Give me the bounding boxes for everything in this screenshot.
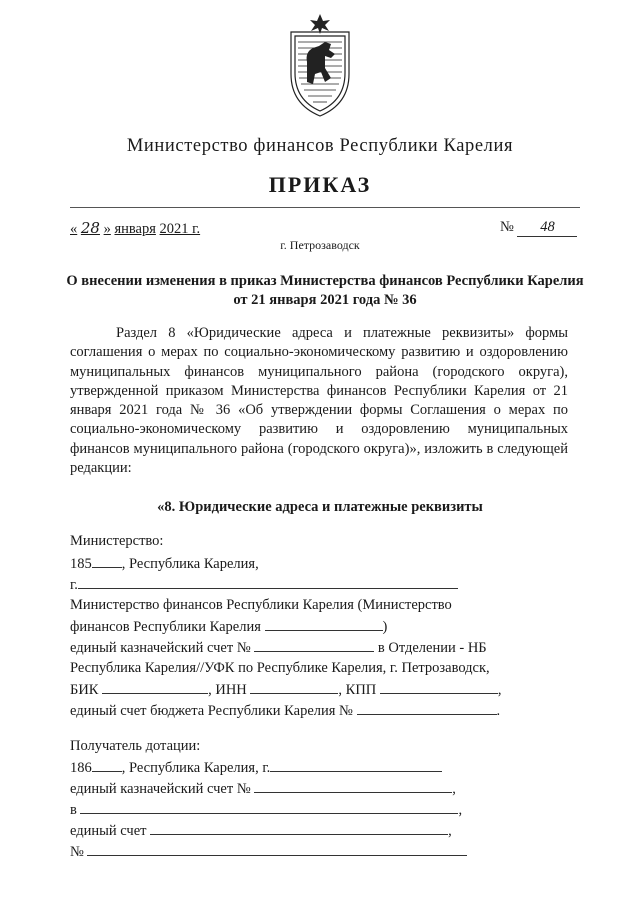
recipient-heading: Получатель дотации:: [70, 738, 201, 754]
recipient-account-comma: ,: [448, 823, 452, 839]
treasury-suffix: в Отделении - НБ: [377, 640, 487, 656]
recipient-number-line: [70, 843, 590, 861]
ministry-name: Министерство финансов Республики Карелия: [126, 136, 514, 156]
recipient-bank-blank: [80, 801, 458, 814]
recipient-region: , Республика Карелия, г.: [121, 760, 271, 776]
date-open-quote: «: [70, 221, 78, 237]
date-close-quote: »: [103, 221, 111, 237]
recipient-account-label: единый счет: [70, 823, 147, 839]
kpp-blank: [380, 681, 498, 694]
name-line2-text: финансов Республики Карелия: [70, 619, 261, 635]
number-value: 48: [517, 219, 577, 237]
recipient-city-blank: [270, 759, 442, 772]
recipient-treasury-line: [70, 780, 590, 798]
recipient-bank-comma: ,: [458, 802, 463, 818]
recipient-in-label: в: [70, 802, 77, 818]
recipient-account-blank: [150, 822, 448, 835]
recipient-treasury-blank: [254, 780, 452, 793]
order-subject: О внесении изменения в приказ Министерства финансов Республики Карелия от 21 января 2021 года № 36: [66, 273, 584, 308]
header-divider: [70, 207, 580, 208]
ministry-treasury-line: [70, 639, 590, 657]
recipient-bank-line: [70, 801, 590, 819]
inn-blank: [250, 681, 338, 694]
city-blank: [78, 576, 458, 589]
date-month: января: [114, 221, 156, 237]
budget-label: единый счет бюджета Республики Карелия №: [70, 703, 353, 719]
number-label: №: [500, 219, 514, 235]
recipient-number-label: №: [70, 844, 84, 860]
bik-line-end: ,: [497, 682, 502, 698]
body-paragraph: Раздел 8 «Юридические адреса и платежные реквизиты» формы соглашения о мерах по социально-экономическому развитию и оздоровлению муниципальных финансов муниципального района (городского округа), утвержденной приказом Министерства финансов Республики Карелия от 21 января 2021 года № 36 «Об утверждении формы Соглашения о мерах по социально-экономическому развитию и оздоровлению муниципальных финансов муниципального района (городского округа)», изложить в следующей редакции:: [70, 325, 568, 477]
date-year: 2021 г.: [159, 221, 201, 237]
ministry-name-line1: Министерство финансов Республики Карелия (Министерство: [70, 597, 452, 613]
treasury-blank: [254, 639, 374, 652]
city-prefix: г.: [70, 577, 78, 593]
coat-of-arms-emblem: [285, 12, 355, 122]
ministry-bik-line: [70, 681, 590, 699]
recipient-postcode: 186: [70, 760, 92, 776]
ministry-postcode: 185: [70, 556, 92, 572]
inn-label: , ИНН: [208, 682, 247, 698]
budget-end: .: [496, 703, 501, 719]
treasury-label: единый казначейский счет №: [70, 640, 251, 656]
ministry-region: , Республика Карелия,: [121, 556, 259, 572]
recipient-address-line: [70, 759, 590, 777]
bik-label: БИК: [70, 682, 99, 698]
postcode-blank: [92, 555, 122, 568]
budget-blank: [357, 702, 497, 715]
ministry-city-line: [70, 576, 590, 594]
kpp-label: , КПП: [338, 682, 377, 698]
ministry-budget-line: [70, 702, 590, 720]
name-blank: [265, 618, 383, 631]
ministry-bank-line: Республика Карелия//УФК по Республике Карелия, г. Петрозаводск,: [70, 660, 490, 676]
recipient-account-line: [70, 822, 590, 840]
ministry-heading: Министерство:: [70, 533, 164, 549]
ministry-name-line2: [70, 618, 590, 636]
bik-blank: [102, 681, 208, 694]
document-type-title: ПРИКАЗ: [268, 172, 372, 197]
order-date: [70, 219, 200, 238]
date-day: 28: [80, 219, 100, 237]
ministry-address-line: [70, 555, 590, 573]
section-title: «8. Юридические адреса и платежные реквизиты: [157, 499, 483, 515]
order-number: [500, 219, 577, 237]
recipient-postcode-blank: [92, 759, 122, 772]
name-close: ): [382, 619, 388, 635]
recipient-number-blank: [87, 843, 467, 856]
recipient-treasury-comma: ,: [452, 781, 456, 797]
city-label: г. Петрозаводск: [280, 238, 360, 252]
recipient-treasury-label: единый казначейский счет №: [70, 781, 251, 797]
